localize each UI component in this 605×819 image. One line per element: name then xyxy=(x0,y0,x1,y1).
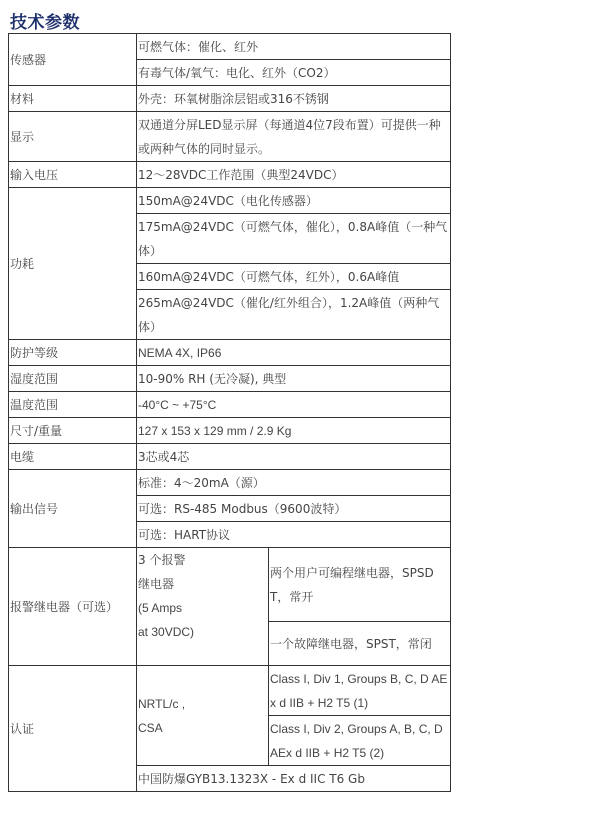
display-value: 双通道分屏LED显示屏（每通道4位7段布置）可提供一种或两种气体的同时显示。 xyxy=(137,112,451,162)
certification-summary xyxy=(137,666,269,766)
page-title: 技术参数 xyxy=(10,13,80,33)
alarm-relay-programmable: 两个用户可编程继电器，SPSDT，常开 xyxy=(269,548,451,622)
alarm-relay-fault: 一个故障继电器，SPST，常闭 xyxy=(269,622,451,666)
table-row xyxy=(9,666,451,716)
output-value-3: 可选：HART协议 xyxy=(137,522,451,548)
row-label-sensor: 传感器 xyxy=(9,34,137,86)
row-label-size-weight: 尺寸/重量 xyxy=(9,418,137,444)
row-label-display: 显示 xyxy=(9,112,137,162)
row-label-output: 输出信号 xyxy=(9,470,137,548)
humidity-value: 10-90% RH (无冷凝), 典型 xyxy=(137,366,451,392)
certification-div2: Class I, Div 2, Groups A, B, C, D AEx d IIB + H2 T5 (2) xyxy=(269,716,451,766)
row-label-protection: 防护等级 xyxy=(9,340,137,366)
sensor-value-1: 可燃气体：催化、红外 xyxy=(137,34,451,60)
table-row xyxy=(9,470,451,496)
alarm-relay-line-3: (5 Amps xyxy=(138,601,183,615)
alarm-relay-line-1: 3 个报警 xyxy=(138,553,186,567)
table-row xyxy=(9,112,451,162)
output-value-1: 标准：4～20mA（源） xyxy=(137,470,451,496)
size-weight-value: 127 x 153 x 129 mm / 2.9 Kg xyxy=(137,418,451,444)
table-row xyxy=(9,34,451,60)
table-row xyxy=(9,418,451,444)
table-row xyxy=(9,340,451,366)
cable-value: 3芯或4芯 xyxy=(137,444,451,470)
power-value-4: 265mA@24VDC（催化/红外组合），1.2A峰值（两种气体） xyxy=(137,290,451,340)
table-row xyxy=(9,86,451,112)
input-voltage-value: 12～28VDC工作范围（典型24VDC） xyxy=(137,162,451,188)
table-row xyxy=(9,548,451,622)
row-label-material: 材料 xyxy=(9,86,137,112)
certification-line-1: NRTL/c , xyxy=(138,696,186,711)
power-value-3: 160mA@24VDC（可燃气体，红外），0.6A峰值 xyxy=(137,264,451,290)
power-value-2: 175mA@24VDC（可燃气体，催化），0.8A峰值（一种气体） xyxy=(137,214,451,264)
row-label-humidity: 湿度范围 xyxy=(9,366,137,392)
row-label-temperature: 温度范围 xyxy=(9,392,137,418)
table-row xyxy=(9,444,451,470)
certification-china: 中国防爆GYB13.1323X - Ex d IIC T6 Gb xyxy=(137,766,451,792)
temperature-value: -40°C ~ +75°C xyxy=(137,392,451,418)
alarm-relay-line-2: 继电器 xyxy=(138,577,175,591)
row-label-cable: 电缆 xyxy=(9,444,137,470)
row-label-power: 功耗 xyxy=(9,188,137,340)
row-label-input-voltage: 输入电压 xyxy=(9,162,137,188)
table-row xyxy=(9,366,451,392)
power-value-1: 150mA@24VDC（电化传感器） xyxy=(137,188,451,214)
certification-div1: Class I, Div 1, Groups B, C, D AEx d IIB + H2 T5 (1) xyxy=(269,666,451,716)
row-label-alarm-relay: 报警继电器（可选） xyxy=(9,548,137,666)
table-row xyxy=(9,188,451,214)
spec-table xyxy=(8,33,451,792)
certification-line-2: CSA xyxy=(138,720,163,735)
table-row xyxy=(9,392,451,418)
row-label-certification: 认证 xyxy=(9,666,137,792)
material-value: 外壳：环氧树脂涂层铝或316不锈钢 xyxy=(137,86,451,112)
sensor-value-2: 有毒气体/氧气：电化、红外（CO2） xyxy=(137,60,451,86)
output-value-2: 可选：RS-485 Modbus（9600波特） xyxy=(137,496,451,522)
alarm-relay-line-4: at 30VDC) xyxy=(138,625,195,639)
alarm-relay-summary xyxy=(137,548,269,666)
table-row xyxy=(9,162,451,188)
protection-value: NEMA 4X, IP66 xyxy=(137,340,451,366)
